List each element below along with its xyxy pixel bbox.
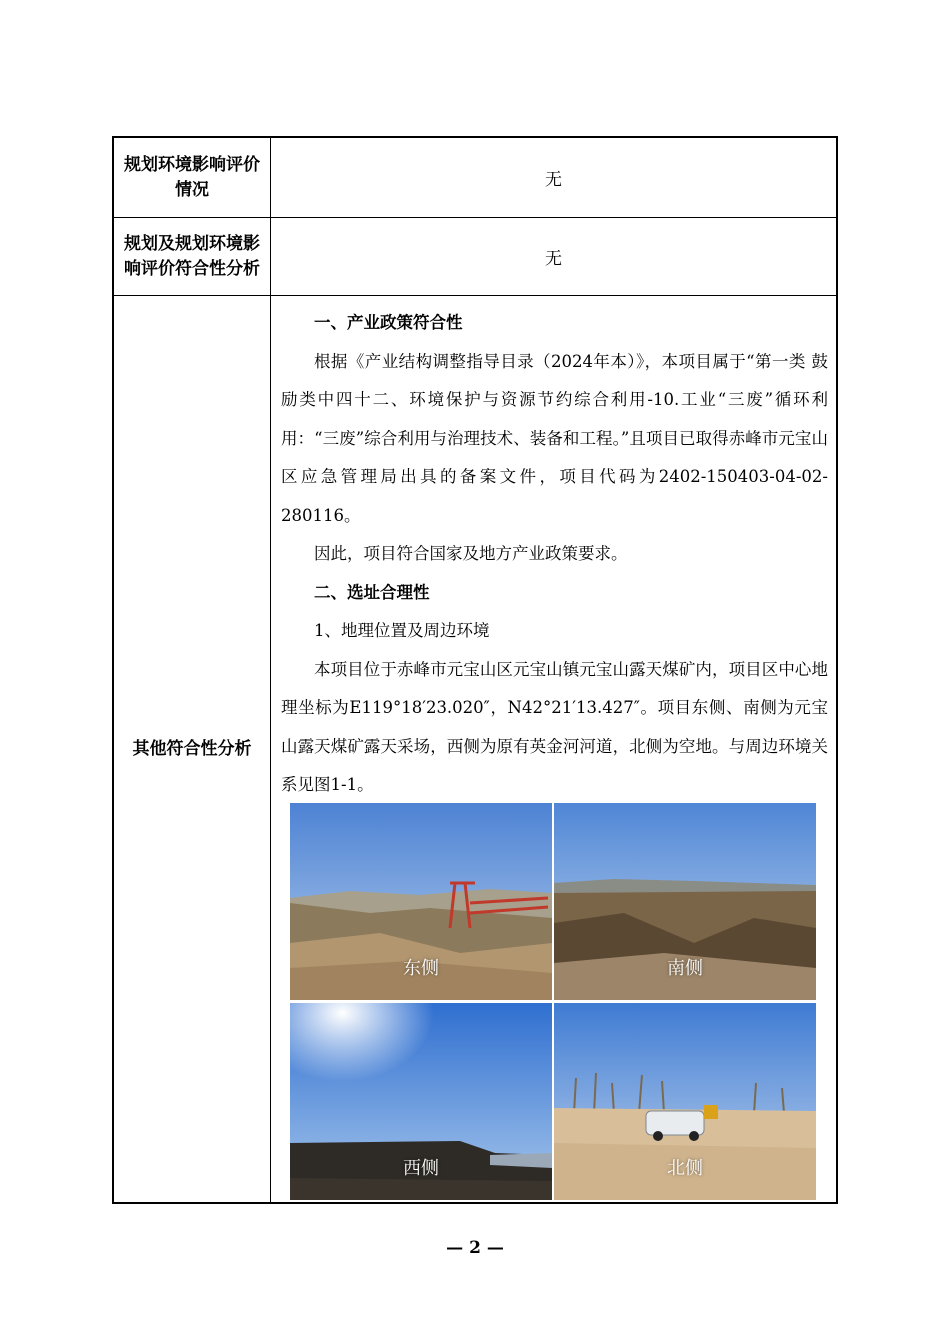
- photo-north: [554, 1003, 816, 1200]
- photo-east: [290, 803, 552, 1000]
- photo-caption-north: 北侧: [667, 1157, 703, 1179]
- photo-west: [290, 1003, 552, 1200]
- section-heading-industrial-policy: 一、产业政策符合性: [314, 313, 463, 332]
- photo-south: [554, 803, 816, 1000]
- table-row: [114, 138, 836, 218]
- row-value-planning-eia: 无: [545, 170, 562, 190]
- photo-caption-south: 南侧: [667, 957, 703, 979]
- row-label-planning-eia: 规划环境影响评价情况: [114, 138, 271, 217]
- section-heading-site-selection: 二、选址合理性: [314, 582, 430, 602]
- analysis-content: [271, 296, 836, 1202]
- photo-caption-west: 西侧: [403, 1157, 439, 1179]
- row-label-other-compliance: 其他符合性分析: [114, 296, 271, 1202]
- row-label-planning-compliance: 规划及规划环境影响评价符合性分析: [114, 218, 271, 295]
- page-number: — 2 —: [446, 1238, 504, 1258]
- subheading-location: 1、地理位置及周边环境: [314, 621, 490, 640]
- assessment-table: [112, 136, 838, 1204]
- row-value-planning-compliance: 无: [545, 249, 562, 269]
- paragraph-policy-catalog: 根据《产业结构调整指导目录（2024年本）》，本项目属于“第一类 鼓励类中四十二、环境保护与资源节约综合利用-10.工业“三废”循环利用：“三废”综合利用与治理技术、装备和工程。”且项目已取得赤峰市元宝山区应急管理局出具的备案文件，项目代码为2402-150403-04-02-280116。: [281, 351, 828, 525]
- table-row: [114, 218, 836, 296]
- table-row: [114, 296, 836, 1202]
- photo-caption-east: 东侧: [403, 957, 439, 979]
- paragraph-location: 本项目位于赤峰市元宝山区元宝山镇元宝山露天煤矿内，项目区中心地理坐标为E119°18′23.020″，N42°21′13.427″。项目东侧、南侧为元宝山露天煤矿露天采场，西侧为原有英金河河道，北侧为空地。与周边环境关系见图1-1。: [281, 659, 828, 794]
- surroundings-photo-grid: [290, 803, 818, 1201]
- paragraph-policy-conclusion: 因此，项目符合国家及地方产业政策要求。: [314, 544, 628, 563]
